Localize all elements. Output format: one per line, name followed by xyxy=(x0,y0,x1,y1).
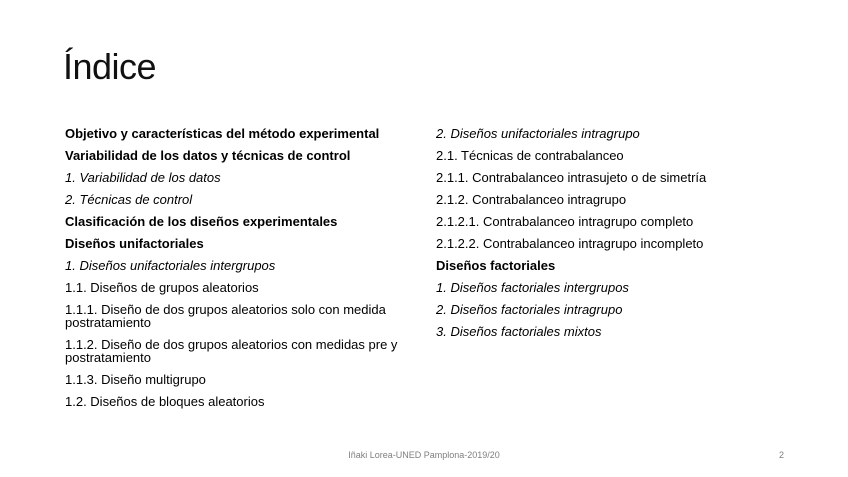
toc-item: 3. Diseños factoriales mixtos xyxy=(436,324,602,339)
toc-item: 2.1.2. Contrabalanceo intragrupo xyxy=(436,192,627,207)
toc-item: 1.1. Diseños de grupos aleatorios xyxy=(65,280,259,295)
toc-item: 1. Diseños unifactoriales intergrupos xyxy=(65,258,276,273)
toc-item: 1.2. Diseños de bloques aleatorios xyxy=(65,394,265,409)
toc-item: 2.1.2.1. Contrabalanceo intragrupo completo xyxy=(436,214,694,229)
slide-title: Índice xyxy=(63,46,157,87)
slide-footer: Iñaki Lorea-UNED Pamplona-2019/20 xyxy=(348,450,500,460)
toc-item: 2.1. Técnicas de contrabalanceo xyxy=(436,148,624,163)
toc-item: 1.1.1. Diseño de dos grupos aleatorios solo con medida postratamiento xyxy=(65,302,386,330)
toc-item: 2. Técnicas de control xyxy=(65,192,193,207)
toc-item: Variabilidad de los datos y técnicas de control xyxy=(65,148,351,163)
toc-item: 2.1.1. Contrabalanceo intrasujeto o de simetría xyxy=(436,170,707,185)
toc-item: 2. Diseños unifactoriales intragrupo xyxy=(436,126,640,141)
toc-item: Diseños factoriales xyxy=(436,258,556,273)
toc-item: 1.1.3. Diseño multigrupo xyxy=(65,372,206,387)
toc-item: 2.1.2.2. Contrabalanceo intragrupo incompleto xyxy=(436,236,704,251)
toc-item: Objetivo y características del método experimental xyxy=(65,126,380,141)
toc-left-column xyxy=(65,127,410,417)
toc-item: Clasificación de los diseños experimentales xyxy=(65,214,338,229)
page-number: 2 xyxy=(778,450,784,460)
toc-item: Diseños unifactoriales xyxy=(65,236,204,251)
toc-item: 2. Diseños factoriales intragrupo xyxy=(436,302,623,317)
toc-item: 1.1.2. Diseño de dos grupos aleatorios con medidas pre y postratamiento xyxy=(65,337,398,365)
toc-item: 1. Variabilidad de los datos xyxy=(65,170,221,185)
toc-item: 1. Diseños factoriales intergrupos xyxy=(436,280,629,295)
toc-right-column xyxy=(436,127,816,347)
